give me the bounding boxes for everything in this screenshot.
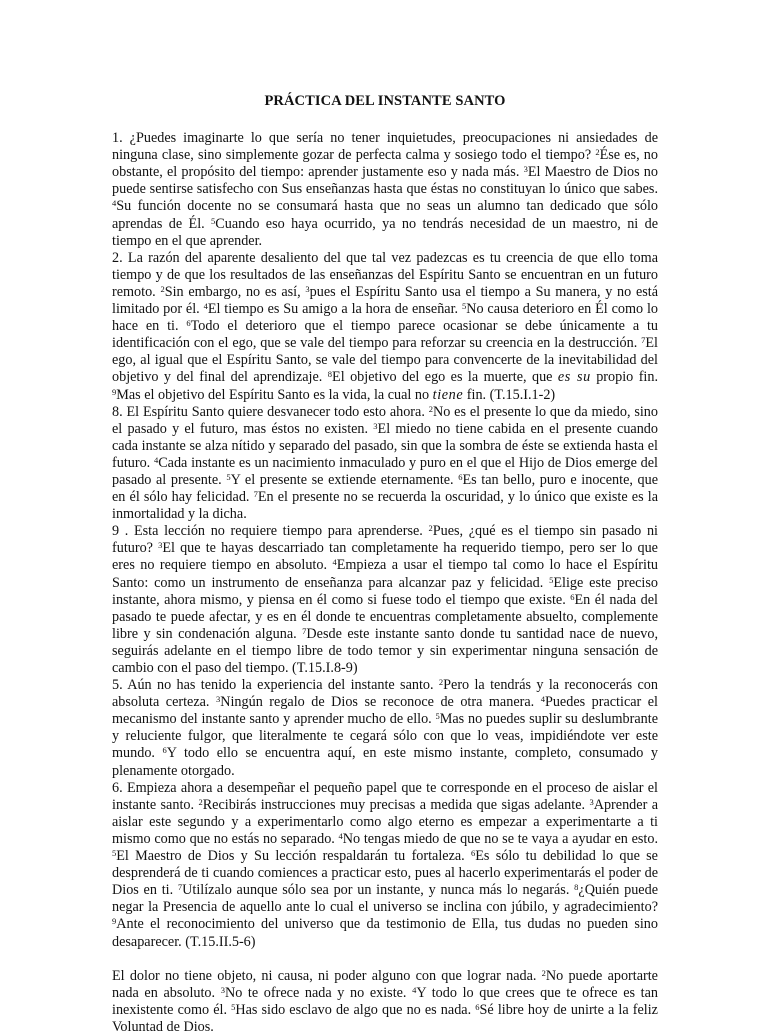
verse-number: 6 [162,745,167,756]
verse-number: 6 [475,1001,480,1012]
verse-number: 3 [373,420,378,431]
paragraph-text: pues el Espíritu Santo usa el tiempo a Su manera, y no está limitado por él. [112,283,659,318]
verse-number: 9 [112,916,117,927]
verse-number: 7 [177,882,183,893]
verse-number: 5 [112,848,117,859]
verse-number: 3 [305,283,310,294]
verse-number: 4 [338,830,343,841]
verse-number: 6 [458,471,463,482]
verse-number: 3 [220,984,225,995]
paragraph-text: Pues, ¿qué es el tiempo sin pasado ni futuro? [112,523,658,557]
paragraph-text: ¿Quién puede negar la Presencia de aquello ante lo cual el universo se inclina con júbilo, y agradecimiento? [112,882,658,916]
paragraph-text: Y todo lo que crees que te ofrece es tan inexistente como él. [112,984,658,1018]
paragraph-text: Pero la tendrás y la reconocerás con absoluta certeza. [112,677,658,711]
verse-number: 2 [428,523,433,534]
paragraph-text: Sin embargo, no es así, [164,283,306,300]
paragraph-text: Puedes practicar el mecanismo del instante santo y aprender mucho de ello. [112,694,658,728]
paragraph-text: 9 . Esta lección no requiere tiempo para aprenderse. [112,523,429,540]
paragraph-text: No puede aportarte nada en absoluto. [112,967,658,1001]
paragraph-text: Su función docente no se consumará hasta que no seas un alumno tan dedicado que sólo aprendas de Él. [112,198,658,232]
verse-number: 6 [471,848,476,859]
paragraph-text: 8. El Espíritu Santo quiere desvanecer todo esto ahora. [112,403,429,420]
verse-number: 2 [541,967,546,978]
verse-number: 3 [158,540,163,551]
verse-number: 3 [523,164,528,175]
paragraph-text: 5. Aún no has tenido la experiencia del instante santo. [112,677,439,694]
verse-number: 3 [215,694,221,705]
paragraph-text: Has sido esclavo de algo que no es nada. [235,1001,476,1018]
document-page [112,93,658,1036]
verse-number: 4 [332,557,337,568]
verse-number: 5 [549,574,554,585]
paragraph-text: El tiempo es Su amigo a la hora de enseñar. [207,301,462,318]
paragraph-text: En el presente no se recuerda la oscuridad, y lo único que existe es la inmortalidad y la dicha. [112,489,658,523]
paragraph-text: propio fin. [590,369,658,386]
document-title: PRÁCTICA DEL INSTANTE SANTO [264,93,506,109]
paragraph-text: El Maestro de Dios no puede sentirse satisfecho con Sus enseñanzas hasta que éstas no constituyan lo único que sabes. [112,164,658,198]
verse-number: 5 [211,215,216,226]
verse-number: 9 [112,386,117,397]
paragraph-text: Mas no puedes suplir su deslumbrante y reluciente fulgor, que literalmente te cegará sólo con que lo veas, impidiéndote ver este mundo. [112,711,659,762]
paragraph-text: Mas el objetivo del Espíritu Santo es la vida, la cual no [116,386,433,403]
paragraph-text: El ego, al igual que el Espíritu Santo, se vale del tiempo para convencerte de la inevitabilidad del objetivo y del final del aprendizaje. [112,335,658,386]
paragraph-text: Recibirás instrucciones muy precisas a medida que sigas adelante. [202,796,590,813]
paragraph [112,780,658,951]
paragraph-text: Utilízalo aunque sólo sea por un instante, y nunca más lo negarás. [182,882,575,899]
verse-number: 5 [226,471,231,482]
verse-number: 5 [231,1001,236,1012]
verse-number: 2 [595,147,600,158]
paragraph-text: Desde este instante santo donde tu santidad nace de nuevo, seguirás adelante en el tiempo libre de todo temor y sin experimentar ninguna sensación de cambio con el paso del tiempo. (T.15.I.8-9) [112,625,658,676]
paragraph-text: Cada instante es un nacimiento inmaculado y puro en el que el Hijo de Dios emerge del pasado al presente. [112,454,658,488]
paragraph-text: Aprender a aislar este segundo y a experimentarlo como algo eterno es empezar a experimentarte a ti mismo como que no estás no separado. [112,796,658,847]
verse-number: 2 [428,403,433,414]
verse-number: 6 [186,318,191,329]
paragraph-text: 6. Empieza ahora a desempeñar el pequeño papel que te corresponde en el proceso de aislar el instante santo. [112,779,658,813]
paragraph-text: Empieza a usar el tiempo tal como lo hace el Espíritu Santo: como un instrumento de enseñanza para alcanzar paz y felicidad. [112,557,659,591]
paragraph-text: No es el presente lo que da miedo, sino el pasado y el futuro, mas éstos no existen. [112,403,658,437]
paragraph-text: En él nada del pasado te puede afectar, y es en él donde te encuentras completamente absuelto, complemente libre y sin condenación alguna. [112,591,658,642]
paragraph [112,130,658,250]
verse-number: 2 [198,796,203,807]
verse-number: 8 [574,882,579,893]
paragraph [112,677,658,780]
verse-number: 2 [160,283,165,294]
emphasis-text: es su [557,369,591,386]
verse-number: 7 [641,335,646,346]
paragraph-text: Y el presente se extiende eternamente. [230,471,459,488]
paragraph-text: Todo el deterioro que el tiempo parece ocasionar se debe únicamente a tu identificación con el ego, que se vale del tiempo para reforzar su creencia en la destrucción. [112,318,659,352]
paragraph-text: No te ofrece nada y no existe. [224,984,413,1001]
paragraph-text: Ningún regalo de Dios se reconoce de otra manera. [220,694,541,711]
paragraph-text: El Maestro de Dios y Su lección respaldarán tu fortaleza. [116,848,472,865]
paragraph-text: El que te hayas descarriado tan completamente ha requerido tiempo, pero ser lo que eres no requiere tiempo en absoluto. [112,540,658,574]
paragraph-text: 2. La razón del aparente desaliento del que tal vez padezcas es tu creencia de que ello toma tiempo y de que los resultados de las enseñanzas del Espíritu Santo se encuentran en un futuro remoto. [112,249,658,300]
paragraph [112,404,658,524]
paragraph-text: Cuando eso haya ocurrido, ya no tendrás necesidad de un maestro, ni de tiempo en el que aprender. [112,215,658,249]
paragraph-text: El miedo no tiene cabida en el presente cuando cada instante se alza nítido y separado del pasado, sin que la sombra de éste se extienda hasta el futuro. [112,420,658,471]
paragraph-text: 1. ¿Puedes imaginarte lo que sería no tener inquietudes, preocupaciones ni ansiedades de ninguna clase, sino simplemente gozar de perfecta calma y sosiego todo el tiempo? [112,130,658,164]
verse-number: 7 [302,625,307,636]
paragraph [112,250,658,404]
verse-number: 4 [112,198,117,209]
paragraph-text: No causa deterioro en Él como lo hace en ti. [112,301,659,335]
emphasis-text: tiene [432,386,464,403]
verse-number: 7 [253,489,258,500]
verse-number: 5 [435,711,440,722]
paragraph-text: Ante el reconocimiento del universo que da testimonio de Ella, tus dudas no pueden sino desaparecer. (T.15.II.5-6) [112,916,658,950]
verse-number: 2 [438,677,444,688]
paragraph-text: Es tan bello, puro e inocente, que en él sólo hay felicidad. [112,471,659,506]
verse-number: 4 [412,984,417,995]
paragraph-text: Es sólo tu debilidad lo que se desprenderá de ti cuando comiences a practicar esto, pues al hacerlo experimentarás el poder de Dios en ti. [112,848,658,899]
verse-number: 4 [203,301,208,312]
verse-number: 4 [153,454,159,465]
verse-number: 3 [589,796,594,807]
paragraph-text: Sé libre hoy de unirte a la feliz Voluntad de Dios. [112,1001,658,1035]
verse-number: 8 [327,369,333,380]
paragraph-text: El dolor no tiene objeto, ni causa, ni poder alguno con que lograr nada. [112,967,542,984]
paragraph-text: El objetivo del ego es la muerte, que [332,369,558,386]
verse-number: 4 [540,694,545,705]
document-body [112,130,658,1036]
paragraph [112,523,658,677]
paragraph-text: Y todo ello se encuentra aquí, en este mismo instante, completo, consumado y plenamente otorgado. [112,745,658,779]
paragraph-text: Ése es, no obstante, el propósito del tiempo: aprender justamente eso y nada más. [112,147,658,181]
paragraph [112,968,658,1036]
verse-number: 6 [570,591,575,602]
paragraph-text: fin. (T.15.I.1-2) [463,386,556,403]
paragraph-text: No tengas miedo de que no se te vaya a ayudar en esto. [342,830,658,847]
verse-number: 5 [461,301,467,312]
paragraph-text: Elige este preciso instante, ahora mismo, y piensa en él como si fuese todo el tiempo que existe. [112,574,658,608]
